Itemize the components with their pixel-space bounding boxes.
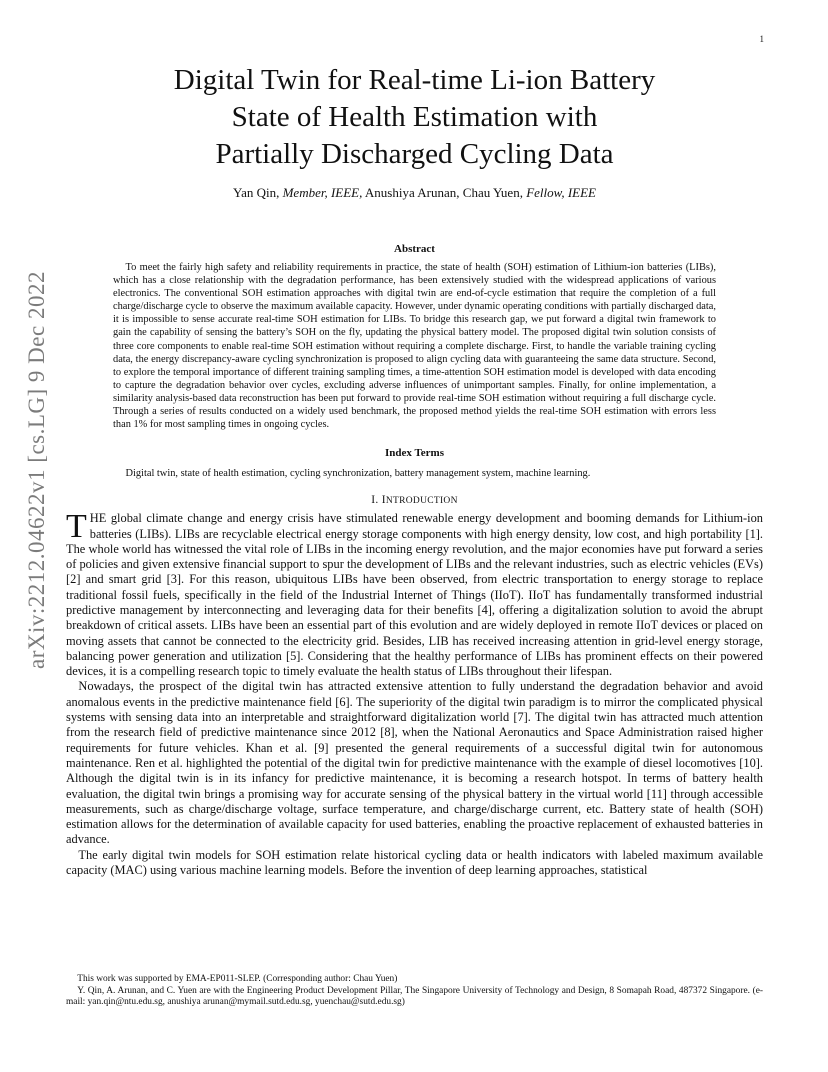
section-heading-introduction — [66, 494, 763, 506]
author-line — [66, 185, 763, 201]
author-2: Anushiya Arunan, Chau Yuen, — [364, 185, 523, 200]
arxiv-stamp-text: arXiv:2212.04622v1 [cs.LG] 9 Dec 2022 — [24, 271, 49, 669]
footnote-funding: This work was supported by EMA-EP011-SLEP. (Corresponding author: Chau Yuen) — [77, 974, 398, 984]
section-numeral: I. I — [371, 494, 386, 507]
footnote-affiliation: Y. Qin, A. Arunan, and C. Yuen are with the Engineering Product Development Pillar, The Singapore University of Technology and Design, 8 Somapah Road, 487372 Singapore. (e-mail: yan.qin@ntu.edu.sg, anushiya arunan@mymail.sutd.edu.sg, yuenchau@sutd.edu.sg) — [66, 985, 763, 1008]
intro-paragraph-1-text: HE global climate change and energy crisis have stimulated renewable energy development and booming demands for Lithium-ion batteries (LIBs). LIBs are recyclable electrical energy storage components with high energy density, low cost, and high portability [1]. The whole world has witnessed the vital role of LIBs in the incoming energy revolution, and the major economies have put forward a series of policies and given extensive financial support to spur the development of LIBs and the relevant industries, such as electric vehicles (EVs) [2] and smart grid [3]. For this reason, ubiquitous LIBs have been observed, from electric transportation to energy storage to replace traditional fossil fuels, specifically in the field of the Industrial Internet of Things (IIoT). IIoT has fundamentally transformed industrial predictive management by interconnecting and leveraging data for their benefits [4], offering a digitalization solution to avoid the abrupt breakdown of critical assets. LIBs have been an essential part of this evolution and are widely deployed in remote IIoT devices or placed on moving assets that cannot be connected to the electricity grid. Besides, LIB has received increasing attention in grid-level energy storage, balancing power generation and utilization [5]. Considering that the healthy performance of LIBs has prominent effects on their powered devices, it is a compelling research topic to timely evaluate the health status of LIBs throughout their lifespan. — [66, 511, 763, 679]
author-1: Yan Qin, — [232, 185, 280, 200]
title-line-2: State of Health Estimation with — [231, 101, 598, 133]
title-line-1: Digital Twin for Real-time Li-ion Battery — [173, 64, 656, 96]
section-title: NTRODUCTION — [385, 496, 458, 507]
intro-paragraph-2: Nowadays, the prospect of the digital twin has attracted extensive attention to fully understand the degradation behavior and avoid anomalous events in the predictive maintenance field [6]. The superiority of the digital twin paradigm is to mirror the complicated physical systems with sensing data into an interpretable and straightforward digitalization world [7]. The digital twin has attracted much attention from the research field of predictive maintenance since 2012 [8], when the National Aeronautics and Space Administration raised higher requirements for future vehicles. Khan et al. [9] presented the general requirements of a successful digital twin for autonomous maintenance. Ren et al. highlighted the potential of the digital twin for predictive maintenance with the example of diesel locomotives [10]. Although the digital twin is in its infancy for predictive maintenance, it is becoming a research hotspot. In terms of battery health evaluation, the digital twin brings a promising way for accurate sensing of the physical battery in the virtual world [11] through accessible measurements, such as charge/discharge voltage, surface temperature, and charge/discharge current, etc. Battery state of health (SOH) estimation allows for the determination of available capacity for used batteries, enabling the proactive replacement of exhausted batteries in advance. — [66, 679, 763, 847]
page-number: 1 — [759, 34, 764, 44]
paper-content — [66, 62, 763, 878]
index-terms-heading: Index Terms — [385, 447, 444, 460]
intro-paragraph-1 — [66, 508, 763, 679]
abstract-text: To meet the fairly high safety and reliability requirements in practice, the state of health (SOH) estimation of Lithium-ion batteries (LIBs), which has a close relationship with the degradation performance, has been extensively studied with the widespread applications of various electronics. The conventional SOH estimation approaches with digital twin are end-of-cycle estimation that require the completion of a full charge/discharge cycle to observe the maximum available capacity. However, under dynamic operating conditions with partially discharged data, it is impossible to sense accurate real-time SOH estimation for LIBs. To bridge this research gap, we put forward a digital twin framework to gain the capability of sensing the battery’s SOH on the fly, updating the physical battery model. The proposed digital twin solution consists of three core components to enable real-time SOH estimation without requiring a complete discharge. First, to handle the variable training cycling data, the energy discrepancy-aware cycling synchronization is proposed to align cycling data with guaranteeing the same data structure. Second, to explore the temporal importance of different training sampling times, a time-attention SOH estimation model is developed with data encoding to capture the degradation behavior over cycles, excluding adverse influences of unimportant samples. Finally, for online implementation, a similarity analysis-based data reconstruction has been put forward to provide real-time SOH estimation without requiring a full discharge cycle. Through a series of results conducted on a widely used benchmark, the proposed method yields the real-time SOH estimation with errors less than 1% for most sampling times in ongoing cycles. — [113, 262, 716, 431]
arxiv-stamp — [22, 271, 52, 669]
title-line-3: Partially Discharged Cycling Data — [215, 138, 614, 170]
dropcap-letter: T — [66, 508, 87, 546]
author-3-role: Fellow, IEEE — [526, 185, 596, 200]
intro-paragraph-3: The early digital twin models for SOH estimation relate historical cycling data or health indicators with labeled maximum available capacity (MAC) using various machine learning models. Before the invention of deep learning approaches, statistical — [66, 847, 763, 878]
footnotes — [66, 974, 763, 1009]
paper-title — [66, 62, 763, 173]
author-1-role: Member, IEEE, — [282, 185, 363, 200]
abstract-heading: Abstract — [394, 243, 435, 255]
index-terms-text: Digital twin, state of health estimation, cycling synchronization, battery management system, machine learning. — [125, 468, 591, 480]
